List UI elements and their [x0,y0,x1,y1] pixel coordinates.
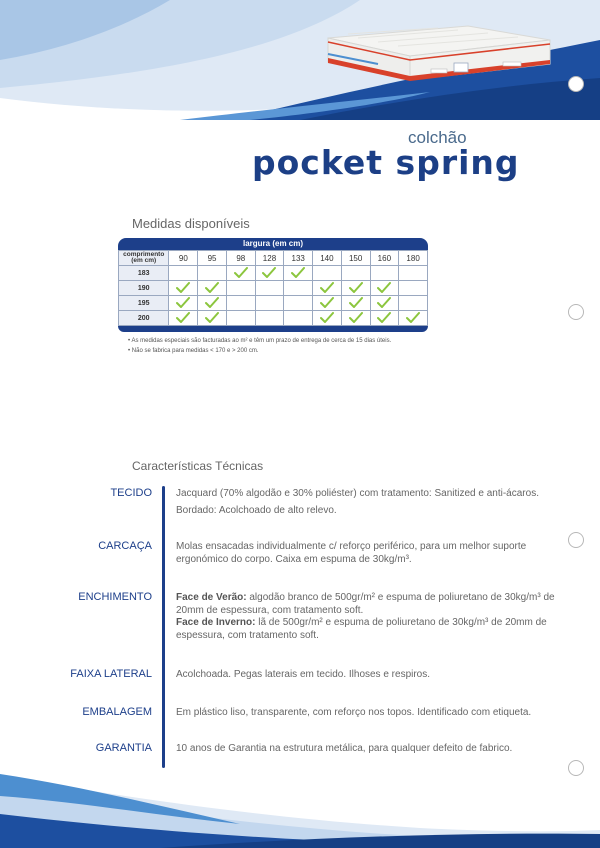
width-header-row [119,251,428,266]
size-cell [284,296,313,311]
spec-tecido-line1: Jacquard (70% algodão e 30% poliéster) com tratamento: Sanitized e anti-ácaros. [176,488,539,499]
size-cell [255,296,284,311]
size-cell [399,281,428,296]
size-cell [370,281,399,296]
check-icon [349,297,363,309]
product-title: pocket spring [252,143,520,182]
width-header: 150 [341,251,370,266]
size-cell [198,311,227,326]
width-header: 95 [198,251,227,266]
size-cell [399,266,428,281]
check-icon [406,312,420,324]
size-cell [284,311,313,326]
sizes-notes [128,336,391,356]
width-header: 160 [370,251,399,266]
spec-text-garantia: 10 anos de Garantia na estrutura metálica, para qualquer defeito de fabrico. [176,743,513,754]
binder-hole [568,76,584,92]
check-icon [377,297,391,309]
spec-tecido-line2: Bordado: Acolchoado de alto relevo. [176,504,337,516]
length-label: 195 [119,296,169,311]
width-header: 140 [313,251,342,266]
spec-label-faixa-lateral: FAIXA LATERAL [70,668,152,680]
check-icon [176,282,190,294]
check-icon [176,312,190,324]
size-cell [198,296,227,311]
size-cell [341,296,370,311]
size-row [119,311,428,326]
size-cell [255,281,284,296]
sizes-table-title: largura (em cm) [118,238,428,250]
spec-label-enchimento: ENCHIMENTO [78,591,152,603]
size-cell [370,311,399,326]
size-cell [255,311,284,326]
check-icon [320,282,334,294]
size-cell [226,266,255,281]
size-cell [284,266,313,281]
size-cell [341,266,370,281]
note-size-limits: • Não se fabrica para medidas < 170 e > 200 cm. [128,346,391,356]
spec-label-garantia: GARANTIA [95,742,152,754]
width-header: 133 [284,251,313,266]
size-cell [341,311,370,326]
spec-label-tecido: TECIDO [110,487,152,499]
width-header: 128 [255,251,284,266]
check-icon [205,312,219,324]
specs-divider-bar [162,486,165,768]
spec-text-embalagem: Em plástico liso, transparente, com reforço nos topos. Identificado com etiqueta. [176,707,532,718]
spec-inverno [176,617,556,642]
footer-wave-banner [0,766,600,848]
size-cell [284,281,313,296]
check-icon [205,282,219,294]
check-icon [291,267,305,279]
size-cell [226,281,255,296]
sizes-heading: Medidas disponíveis [132,216,250,231]
size-cell [169,266,198,281]
spec-verao-title: Face de Verão: [176,592,247,603]
binder-hole [568,532,584,548]
size-cell [313,266,342,281]
length-column-header: comprimento (em cm) [119,251,169,266]
width-header: 98 [226,251,255,266]
width-header: 180 [399,251,428,266]
spec-inverno-title: Face de Inverno: [176,617,256,628]
spec-text-faixa-lateral: Acolchoada. Pegas laterais em tecido. Ilhoses e respiros. [176,669,431,680]
check-icon [377,312,391,324]
spec-verao-text: algodão branco de 500gr/m² e espuma de poliuretano de 30kg/m³ de 20mm de espessura, com tratamento soft. [176,592,555,616]
size-cell [313,311,342,326]
size-row [119,266,428,281]
mattress-image [318,20,558,100]
size-cell [370,296,399,311]
length-label: 183 [119,266,169,281]
check-icon [176,297,190,309]
size-row [119,281,428,296]
size-cell [198,281,227,296]
sizes-table [118,238,428,332]
specs-heading: Características Técnicas [132,459,264,473]
note-special-sizes: • As medidas especiais são facturadas ao m² e têm um prazo de entrega de cerca de 15 dias úteis. [128,336,391,346]
spec-text-enchimento [176,592,556,642]
check-icon [234,267,248,279]
size-cell [370,266,399,281]
size-cell [313,296,342,311]
spec-verao [176,592,556,617]
check-icon [320,312,334,324]
size-cell [226,311,255,326]
check-icon [377,282,391,294]
size-cell [313,281,342,296]
size-cell [198,266,227,281]
product-subtitle: colchão [408,128,467,147]
spec-text-tecido [176,488,556,517]
binder-hole [568,304,584,320]
size-cell [169,296,198,311]
size-cell [169,311,198,326]
size-row [119,296,428,311]
size-cell [226,296,255,311]
spec-label-carcaca: CARCAÇA [98,540,152,552]
spec-text-carcaca: Molas ensacadas individualmente c/ reforço periférico, para um melhor suporte ergonómico do corpo. Caixa em espuma de 30kg/m³. [176,541,527,565]
sizes-table-footer [118,326,428,332]
size-cell [169,281,198,296]
check-icon [349,312,363,324]
length-label: 200 [119,311,169,326]
check-icon [320,297,334,309]
spec-label-embalagem: EMBALAGEM [82,706,152,718]
size-cell [341,281,370,296]
size-cell [399,311,428,326]
size-cell [399,296,428,311]
size-cell [255,266,284,281]
sizes-grid [118,250,428,326]
width-header: 90 [169,251,198,266]
length-label: 190 [119,281,169,296]
check-icon [349,282,363,294]
spec-inverno-text: lã de 500gr/m² e espuma de poliuretano de 30kg/m³ de 20mm de espessura, com tratamento soft. [176,617,547,641]
check-icon [262,267,276,279]
check-icon [205,297,219,309]
